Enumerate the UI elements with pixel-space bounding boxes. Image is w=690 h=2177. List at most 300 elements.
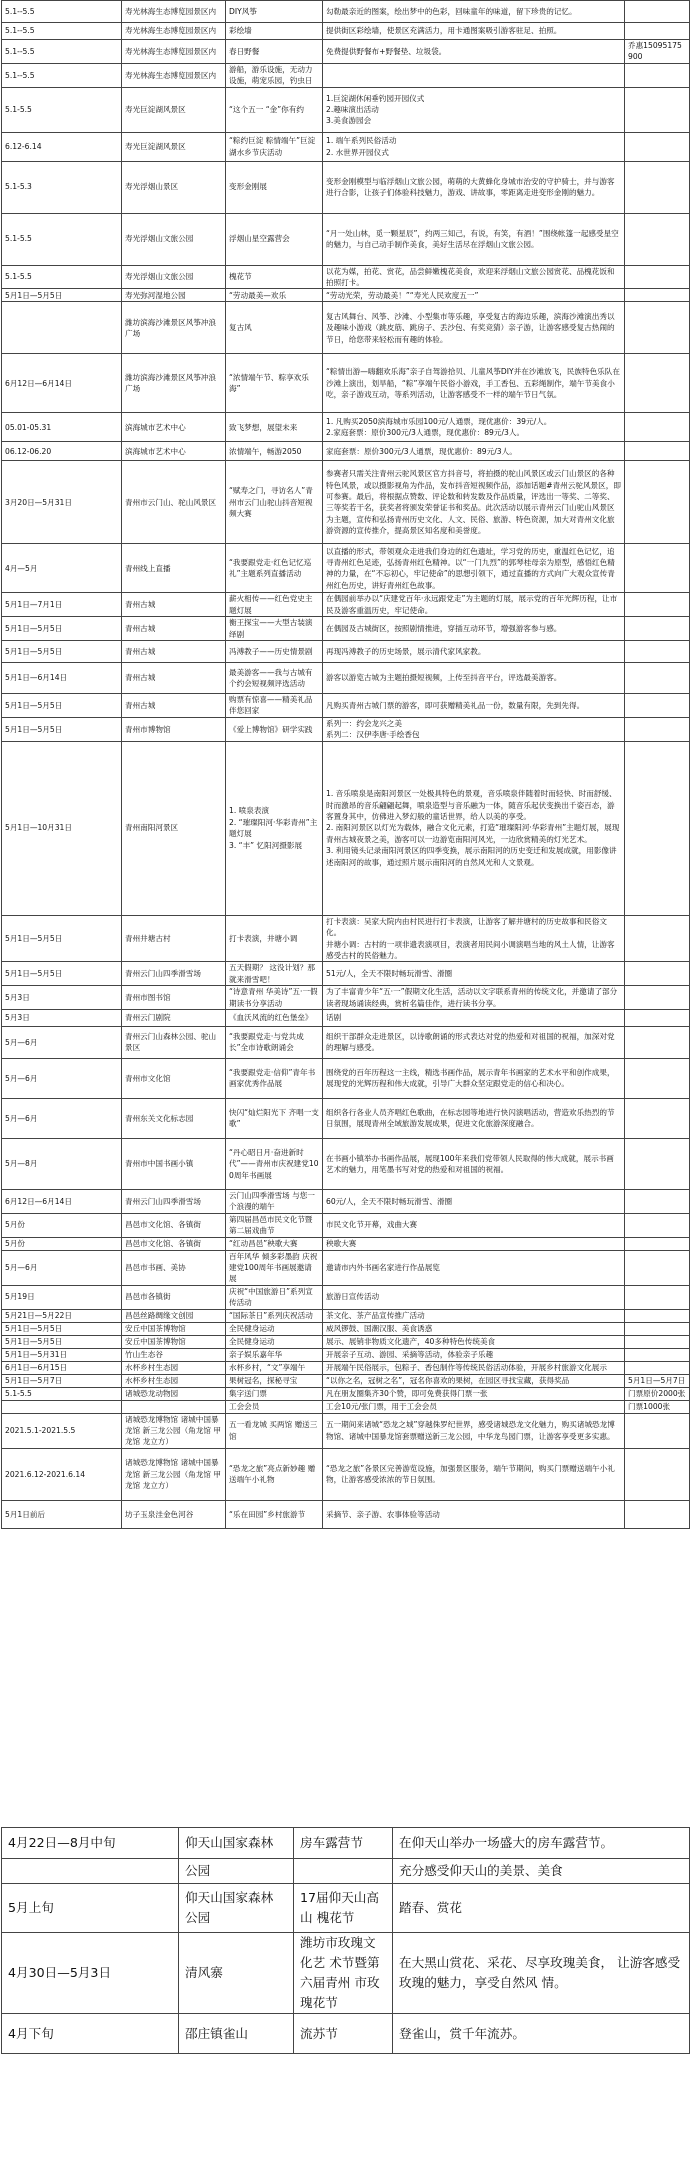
cell-desc: 提供街区彩绘墙，使景区充满活力，用卡通图案吸引游客驻足、拍照。 [323,23,625,40]
table-row [2,1335,690,1348]
table-row [2,1828,690,1859]
table-row [2,1138,690,1189]
cell-desc: 游客以游览古城为主题拍摄短视频，上传至抖音平台，评选最美游客。 [323,663,625,694]
cell-name: 潍坊市玫瑰文化艺 术节暨第六届青州 市玫瑰花节 [294,1933,393,2014]
cell-note [625,717,690,741]
cell-place: 寿光浮烟山文旅公园 [122,213,226,265]
cell-place: 仰天山国家森林 [179,1828,294,1859]
cell-name: DIY风筝 [226,1,323,23]
cell-note [625,617,690,641]
cell-note: 门票1000张 [625,1400,690,1413]
cell-note [625,461,690,544]
table-row [2,1213,690,1237]
table-row [2,289,690,302]
cell-place: 安丘中国茶博物馆 [122,1335,226,1348]
table-row [2,354,690,413]
cell-date: 5月1日—5月5日 [2,1322,122,1335]
cell-note [625,1448,690,1500]
cell-date: 5.1--5.5 [2,1,122,23]
cell-date: 3月20日—5月31日 [2,461,122,544]
table-row [2,23,690,40]
cell-place: 竹山生态谷 [122,1348,226,1361]
cell-date: 5月1日—5月31日 [2,1348,122,1361]
cell-note [625,962,690,986]
cell-name: “我要跟党走·与党共成长”全市诗歌朗诵会 [226,1026,323,1058]
cell-name: 衡王探宝——大型古装演绎剧 [226,617,323,641]
cell-desc: 在大黑山赏花、采花、尽享玫瑰美食， 让游客感受玫瑰的魅力，享受自然风 情。 [393,1933,690,2014]
cell-note [625,1285,690,1309]
table-row [2,1098,690,1138]
cell-date: 5.1-5.3 [2,161,122,213]
cell-note [625,23,690,40]
cell-note [625,1335,690,1348]
cell-date: 5.1--5.5 [2,23,122,40]
cell-name: 1. 喷泉表演 2. “璀璨阳河·华彩青州”主题灯展 3. “丰” 忆阳河摄影展 [226,741,323,915]
cell-desc: “恐龙之旅”各景区完善游览设施，加强景区服务，端午节期间，购买门票赠送端午小礼物，让游客感受浓浓的节日氛围。 [323,1448,625,1500]
cell-name: 致飞梦想，展望未来 [226,413,323,442]
cell-desc: 踏春、赏花 [393,1884,690,1933]
cell-date: 4月下旬 [2,2014,179,2054]
cell-desc: 秧歌大赛 [323,1237,625,1250]
cell-name: 庆祝“中国旅游日”系列宣传活动 [226,1285,323,1309]
cell-desc: 以花为媒，拍花、赏花，品尝鲜嫩槐花美食，欢迎来浮烟山文旅公园赏花、品槐花饭和拍照打卡。 [323,265,625,289]
table-row [2,694,690,718]
cell-note [625,663,690,694]
cell-note [625,1322,690,1335]
cell-place: 水杯乡村生态园 [122,1374,226,1387]
table-row [2,1348,690,1361]
cell-desc: 1. 端午系列民俗活动 2. 水世界开园仪式 [323,132,625,161]
cell-place: 潍坊滨海沙滩景区风筝冲浪广场 [122,354,226,413]
cell-date: 5月21日—5月22日 [2,1309,122,1322]
cell-date: 5月1日—5月5日 [2,694,122,718]
table-row [2,1250,690,1285]
cell-name: “诗意青州 华美诗”五·一假期读书分享活动 [226,986,323,1010]
cell-name: 云门山四季滑雪场 与您一个浪漫的端午 [226,1189,323,1213]
cell-date: 5.1-5.5 [2,1387,122,1400]
cell-desc: 展示、展销非物质文化遗产，40多种特色传统美食 [323,1335,625,1348]
cell-place: 寿光林海生态博览园景区内 [122,40,226,64]
cell-note [625,986,690,1010]
cell-place: 昌邑市书画、美协 [122,1250,226,1285]
cell-desc: “以你之名，冠树之名”，冠名你喜欢的果树，在园区寻找宝藏，获得奖品 [323,1374,625,1387]
cell-date: 05.01-05.31 [2,413,122,442]
table-row [2,1374,690,1387]
table-row [2,1400,690,1413]
cell-note [625,87,690,132]
cell-name: 冯溥教子——历史情景剧 [226,641,323,663]
cell-desc: “粽情出游—嗨翻欢乐海”亲子自驾游拾贝、儿童风筝DIY并在沙滩放飞，民族特色乐队在沙滩上演出，划旱船，“粽”享端午民俗小游戏，手工香包、五彩绳制作，端午节美食小吃，亲子游戏互动，等系列活动，让游客感受不一样的端午节日气氛。 [323,354,625,413]
table-row [2,1413,690,1448]
cell-date: 5月—6月 [2,1058,122,1098]
cell-desc: 打卡表演：吴家大院内由村民进行打卡表演，让游客了解井塘村的历史故事和民俗文化。 井塘小调：古村的一项非遗表演项目，表演者用民间小调演唱当地的风土人情，让游客感受古村的民俗魅力。 [323,915,625,962]
cell-note [625,161,690,213]
table-row [2,962,690,986]
cell-date: 5月3日 [2,986,122,1010]
table-row [2,132,690,161]
cell-desc: 充分感受仰天山的美景、美食 [393,1859,690,1884]
cell-note [625,741,690,915]
cell-place: 寿光林海生态博览园景区内 [122,23,226,40]
table-row [2,663,690,694]
cell-date: 4月30日—5月3日 [2,1933,179,2014]
cell-name: “恐龙之旅”亮点新妙趣 赠送端午小礼物 [226,1448,323,1500]
table-row [2,2014,690,2054]
cell-date: 5月份 [2,1237,122,1250]
cell-name: 水杯乡村，“文”享端午 [226,1361,323,1374]
cell-desc: 话剧 [323,1009,625,1026]
table-row [2,915,690,962]
cell-name: 《血沃风流的红色堡垒》 [226,1009,323,1026]
cell-place: 水杯乡村生态园 [122,1361,226,1374]
cell-name [294,1859,393,1884]
cell-desc: 在偶园及古城街区，按照剧情推进，穿插互动环节，增强游客参与感。 [323,617,625,641]
cell-name: 第四届昌邑市民文化节暨第二届戏曲节 [226,1213,323,1237]
cell-name: 春日野餐 [226,40,323,64]
cell-place: 昌邑市文化馆、各镇街 [122,1237,226,1250]
cell-date: 5月1日—5月5日 [2,1335,122,1348]
cell-name: “乐在田园”乡村旅游节 [226,1500,323,1528]
cell-note [625,63,690,87]
cell-desc: 组织干部群众走进景区，以诗歌朗诵的形式表达对党的热爱和对祖国的祝福，加深对党的理解与感受。 [323,1026,625,1058]
cell-note [625,1138,690,1189]
cell-date: 5月1日—5月5日 [2,717,122,741]
cell-name: 流苏节 [294,2014,393,2054]
cell-note [625,1413,690,1448]
cell-place: 寿光浮烟山景区 [122,161,226,213]
cell-place: 寿光林海生态博览园景区内 [122,1,226,23]
cell-place: 安丘中国茶博物馆 [122,1322,226,1335]
table-row [2,1933,690,2014]
cell-note [625,1,690,23]
cell-place: 青州云门山四季滑雪场 [122,1189,226,1213]
cell-name: “这个五一 “金”你有约 [226,87,323,132]
cell-date: 5月—6月 [2,1098,122,1138]
table-row [2,544,690,593]
table-row [2,1387,690,1400]
cell-date: 6月1日—6月15日 [2,1361,122,1374]
cell-desc: 51元/人，全天不限时畅玩滑雪、滑圈 [323,962,625,986]
cell-place: 滨海城市艺术中心 [122,442,226,461]
cell-date: 5月—6月 [2,1026,122,1058]
cell-note [625,1026,690,1058]
cell-desc: 系列一：约会龙兴之美 系列二：汉伊李唐·手绘香包 [323,717,625,741]
cell-desc: 邀请市内外书画名家进行作品展览 [323,1250,625,1285]
table-row [2,461,690,544]
table-row [2,1309,690,1322]
cell-date: 6月12日—6月14日 [2,1189,122,1213]
table-row [2,1884,690,1933]
cell-date: 5月3日 [2,1009,122,1026]
cell-date: 06.12-06.20 [2,442,122,461]
cell-place: 寿光巨淀湖风景区 [122,87,226,132]
table-row [2,213,690,265]
cell-desc: 市民文化节开幕，戏曲大赛 [323,1213,625,1237]
table-row [2,87,690,132]
cell-note [625,1189,690,1213]
cell-name: “我要跟党走·红色记忆巡礼”主题系列直播活动 [226,544,323,593]
cell-note [625,641,690,663]
cell-date: 5月份 [2,1213,122,1237]
table-row [2,1237,690,1250]
cell-note [625,1009,690,1026]
cell-date: 4月22日—8月中旬 [2,1828,179,1859]
cell-desc: 1. 音乐喷泉是南阳河景区一处极具特色的景观，音乐喷泉伴随着时而轻快、时而舒缓、时而激昂的音乐翩翩起舞，喷泉造型与音乐融为一体，随音乐起伏变换出千姿百态，游客置身其中，仿佛进入梦幻般的童话世界，给人以美的享受。 2. 南阳河景区以灯光为载体，融合文化元素，打造“璀璨阳河·华彩青州”主题灯展，展现青州古城夜景之美，游客可以一边游览南阳河风光，一边欣赏精美的灯光艺术。 3. 利用镜头记录南阳河景区的四季变换，展示南阳河的历史变迁和发展成就，用影像讲述南阳河的故事，通过照片展示南阳河的自然风光和人文景观。 [323,741,625,915]
cell-note [625,213,690,265]
cell-note [625,132,690,161]
cell-desc: 60元/人，全天不限时畅玩滑雪、滑圈 [323,1189,625,1213]
cell-date: 5月1日—5月5日 [2,915,122,962]
table-row [2,63,690,87]
table-row [2,442,690,461]
cell-place: 青州云门山四季滑雪场 [122,962,226,986]
cell-date [2,302,122,354]
cell-date: 5月上旬 [2,1884,179,1933]
cell-date: 5月19日 [2,1285,122,1309]
cell-place: 青州市文化馆 [122,1058,226,1098]
cell-place: 青州井塘古村 [122,915,226,962]
cell-date: 5.1--5.5 [2,40,122,64]
cell-note: 5月1日—5月7日 [625,1374,690,1387]
cell-desc: 威风锣鼓、国潮汉服、美食诱惑 [323,1322,625,1335]
cell-date: 5月1日—5月5日 [2,289,122,302]
cell-note: 门票原价2000张 [625,1387,690,1400]
cell-date: 5.1-5.5 [2,87,122,132]
cell-note [625,915,690,962]
cell-name: “丹心昭日月·奋进新时代”——青州市庆祝建党100周年书画展 [226,1138,323,1189]
cell-place: 寿光巨淀湖风景区 [122,132,226,161]
cell-note [625,442,690,461]
cell-name: 快闪“灿烂阳光下 齐唱一支歌” [226,1098,323,1138]
cell-date: 5月—6月 [2,1250,122,1285]
cell-name: “劳动最美—欢乐 [226,289,323,302]
cell-name: 复古风 [226,302,323,354]
cell-date: 2021.6.12-2021.6.14 [2,1448,122,1500]
cell-name: 浓情端午，畅游2050 [226,442,323,461]
cell-note [625,1237,690,1250]
cell-place: 滨海城市艺术中心 [122,413,226,442]
cell-desc: 为了丰富青少年“五·一”假期文化生活，活动以文字联系青州的传统文化，并邀请了部分读者现场诵读经典，赏析名篇佳作，进行读书分享。 [323,986,625,1010]
cell-place: 青州古城 [122,663,226,694]
cell-name: 百年风华 倾多彩墨韵 庆祝建党100周年书画展邀请展 [226,1250,323,1285]
cell-name: “红动昌邑”秧歌大赛 [226,1237,323,1250]
cell-place: 坊子玉泉洼金色河谷 [122,1500,226,1528]
table-row [2,1322,690,1335]
cell-place: 昌邑丝路绸缘文创园 [122,1309,226,1322]
cell-desc: 凡购买青州古城门票的游客，即可获赠精美礼品一份，数量有限，先到先得。 [323,694,625,718]
cell-name: “浓情端午节、粽享欢乐海” [226,354,323,413]
cell-place: 青州南阳河景区 [122,741,226,915]
cell-desc: 茶文化、茶产品宣传推广活动 [323,1309,625,1322]
cell-place: 清风寨 [179,1933,294,2014]
table-row [2,1,690,23]
cell-note [625,265,690,289]
cell-date: 6月12日—6月14日 [2,354,122,413]
cell-name: 房车露营节 [294,1828,393,1859]
table-row [2,1500,690,1528]
table-row [2,1189,690,1213]
cell-desc: 采摘节、亲子游、农事体验等活动 [323,1500,625,1528]
cell-desc: 家庭套票：原价300元/3人通票，现优惠价：89元/3人。 [323,442,625,461]
cell-desc: 凡在朋友圈集齐30个赞，即可免费获得门票一张 [323,1387,625,1400]
cell-place [122,1400,226,1413]
cell-date: 5.1--5.5 [2,63,122,87]
cell-place: 寿光浮烟山文旅公园 [122,265,226,289]
table-row [2,741,690,915]
cell-desc: “月一处山林，觅一颗星辰”，约两三知己，有说，有笑，有酒！”围绕帐篷一起感受星空的魅力，与自己动手制作美食，美好生活尽在浮烟山文旅公园。 [323,213,625,265]
table-row [2,265,690,289]
cell-name: “粽约巨淀 粽情端午”巨淀湖水乡节庆活动 [226,132,323,161]
cell-note [625,1213,690,1237]
cell-date: 5月1日—5月5日 [2,641,122,663]
cell-place: 青州云门剧院 [122,1009,226,1026]
cell-desc: 再现冯溥教子的历史场景，展示清代家风家教。 [323,641,625,663]
cell-place: 青州云门山森林公园、驼山景区 [122,1026,226,1058]
cell-place: 寿光林海生态博览园景区内 [122,63,226,87]
cell-note [625,593,690,617]
cell-date: 5.1-5.5 [2,213,122,265]
cell-name: 工会会员 [226,1400,323,1413]
cell-desc: 工会10元/张门票，用于工会会员 [323,1400,625,1413]
cell-place: 青州东关文化标志园 [122,1098,226,1138]
cell-desc: 五一期间来诸城“恐龙之城”穿越侏罗纪世界，感受诸城恐龙文化魅力，购买诸城恐龙博物馆、诸城中国暴龙馆套票赠送新三龙公园，中华龙鸟园门票，让游客享受更多实惠。 [323,1413,625,1448]
cell-place: 青州线上直播 [122,544,226,593]
cell-name: “国际茶日”系列庆祝活动 [226,1309,323,1322]
cell-place: 青州古城 [122,641,226,663]
cell-desc: 开展亲子互动、游园、采摘等活动，体验亲子乐趣 [323,1348,625,1361]
cell-name: 游船，游乐设施，无动力设施，萌宠乐园，钓虫日 [226,63,323,87]
cell-name: 17届仰天山高山 槐花节 [294,1884,393,1933]
cell-desc: 组织各行各业人员齐唱红色歌曲，在标志园等地进行快闪演唱活动，营造欢乐热烈的节日氛围，展现青州全域旅游发展成果，促进文化旅游深度融合。 [323,1098,625,1138]
cell-desc: 围绕党的百年历程这一主线，精选书画作品，展示青年书画家的艺术水平和创作成果，展现党的光辉历程和伟大成就，引导广大群众坚定跟党走的信心和决心。 [323,1058,625,1098]
cell-name: 购票有惊喜——精美礼品伴您回家 [226,694,323,718]
cell-desc: 1. 凡购买2050滨海城市乐园100元/人通票，现优惠价：39元/人。 2.家庭套票：原价300元/3人通票，现优惠价：89元/3人。 [323,413,625,442]
cell-desc: 登雀山，赏千年流苏。 [393,2014,690,2054]
cell-place: 潍坊滨海沙滩景区风筝冲浪广场 [122,302,226,354]
table-row [2,617,690,641]
table-row [2,1448,690,1500]
table-row [2,1058,690,1098]
cell-desc: 在书画小镇举办书画作品展，展现100年来我们党带领人民取得的伟大成就，展示书画艺术的魅力，用笔墨书写对党的热爱和对祖国的祝福。 [323,1138,625,1189]
cell-place: 昌邑市文化馆、各镇街 [122,1213,226,1237]
cell-place: 昌邑市各镇街 [122,1285,226,1309]
cell-desc: 1.巨淀湖休闲垂钓园开园仪式 2.趣味演出活动 3.美食游园会 [323,87,625,132]
cell-name: “我要跟党走·信仰”青年书画家优秀作品展 [226,1058,323,1098]
table-row [2,1026,690,1058]
cell-name: 果树冠名，探秘寻宝 [226,1374,323,1387]
cell-desc: 在仰天山举办一场盛大的房车露营节。 [393,1828,690,1859]
cell-desc: 免费提供野餐布+野餐垫、垃圾袋。 [323,40,625,64]
table-row [2,641,690,663]
cell-desc: 勾勒最亲近的图案，绘出梦中的色彩，回味童年的味道，留下珍贵的记忆。 [323,1,625,23]
cell-desc: “劳动光荣，劳动最美！”“寿光人民欢度五一” [323,289,625,302]
table-row [2,986,690,1010]
cell-name: 变形金刚展 [226,161,323,213]
cell-name: 浮烟山星空露营会 [226,213,323,265]
cell-place: 青州市云门山、驼山风景区 [122,461,226,544]
cell-name: 薪火相传——红色党史主题灯展 [226,593,323,617]
cell-desc: 变形金刚模型与临浮烟山文旅公园，萌萌的大黄蜂化身城市治安的守护骑士，并与游客进行合影，让孩子们体验科技魅力，游戏、讲故事，零距离走进变形金刚的魅力。 [323,161,625,213]
cell-place: 诸城恐龙博物馆 诸城中国暴龙馆 新三龙公园（角龙馆 甲龙馆 龙立方） [122,1413,226,1448]
table-row [2,1009,690,1026]
cell-date: 5月1日前后 [2,1500,122,1528]
table-row [2,413,690,442]
cell-desc: 以直播的形式，带领观众走进我们身边的红色遗址，学习党的历史，重温红色记忆，追寻青州红色足迹，弘扬青州红色精神。以“一门九烈”的郭琴桂母亲为原型，感悟红色精神的力量，在“不忘初心，牢记使命”的思想引领下，通过直播的方式向广大观众宣传青州红色历史，讲好青州红色故事。 [323,544,625,593]
cell-name: 槐花节 [226,265,323,289]
cell-note [625,694,690,718]
cell-desc: 旅游日宣传活动 [323,1285,625,1309]
events-table-continued [1,1827,690,2054]
cell-name: 亲子娱乐嘉年华 [226,1348,323,1361]
cell-date [2,1859,179,1884]
cell-name: 彩绘墙 [226,23,323,40]
cell-note [625,1058,690,1098]
cell-note [625,302,690,354]
cell-desc: 参赛者只需关注青州云驼风景区官方抖音号，将拍摄的驼山风景区或云门山景区的各种特色风景，或以摄影视角为作品，发布抖音短视频作品，添加话题#青州云驼风景区，即可参赛。最后，将根据点赞数、评论数和转发数及作品质量，评选出一等奖、二等奖、三等奖若干名，获奖者将颁发荣誉证书和奖品。此次活动以展示青州云门山驼山风景区为主题，宣传和弘扬青州历史文化、人文、民俗、旅游、特色资源，加大对青州文化旅游资源的宣传推介，提高景区知名度和美誉度。 [323,461,625,544]
table-row [2,593,690,617]
cell-place: 青州市博物馆 [122,717,226,741]
cell-note [625,1250,690,1285]
table-row [2,161,690,213]
cell-date: 6.12-6.14 [2,132,122,161]
cell-note [625,289,690,302]
cell-note [625,413,690,442]
cell-name: 五一看龙城 买两馆 赠送三馆 [226,1413,323,1448]
cell-place: 邵庄镇雀山 [179,2014,294,2054]
cell-place: 青州古城 [122,617,226,641]
cell-place: 仰天山国家森林 公园 [179,1884,294,1933]
cell-note [625,1309,690,1322]
cell-date: 2021.5.1-2021.5.5 [2,1413,122,1448]
cell-date: 4月—5月 [2,544,122,593]
cell-place: 诸城恐龙动物园 [122,1387,226,1400]
cell-name: 集字送门票 [226,1387,323,1400]
cell-name: 《爱上博物馆》研学实践 [226,717,323,741]
cell-place: 青州古城 [122,694,226,718]
cell-place: 公园 [179,1859,294,1884]
cell-name: 全民健身运动 [226,1335,323,1348]
cell-name: 五天假期？ 这没计划？那就来滑雪吧！ [226,962,323,986]
cell-place: 青州古城 [122,593,226,617]
cell-date: 5月1日—5月7日 [2,1374,122,1387]
table-row [2,1361,690,1374]
cell-place: 寿光弥河湿地公园 [122,289,226,302]
table-row [2,40,690,64]
cell-place: 青州市图书馆 [122,986,226,1010]
cell-date: 5月—8月 [2,1138,122,1189]
cell-name: 全民健身运动 [226,1322,323,1335]
cell-date: 5.1-5.5 [2,265,122,289]
cell-note [625,1098,690,1138]
cell-desc: 在偶园前举办以“庆建党百年·永远跟党走”为主题的灯展，展示党的百年光辉历程，让市民及游客重温历史，牢记使命。 [323,593,625,617]
cell-place: 诸城恐龙博物馆 诸城中国暴龙馆 新三龙公园（角龙馆 甲龙馆 龙立方） [122,1448,226,1500]
table-row [2,1859,690,1884]
cell-desc [323,63,625,87]
cell-date: 5月1日—10月31日 [2,741,122,915]
cell-date: 5月1日—7月1日 [2,593,122,617]
cell-date: 5月1日—5月5日 [2,617,122,641]
cell-date [2,1400,122,1413]
cell-note [625,544,690,593]
events-table [1,0,690,1529]
cell-note [625,1361,690,1374]
cell-note [625,1348,690,1361]
cell-name: “赋寿之门，寻访名人”青州市云门山驼山抖音短视频大赛 [226,461,323,544]
table-row [2,717,690,741]
table-row [2,302,690,354]
cell-name: 最美游客——我与古城有个约会短视频评选活动 [226,663,323,694]
cell-date: 5月1日—6月14日 [2,663,122,694]
